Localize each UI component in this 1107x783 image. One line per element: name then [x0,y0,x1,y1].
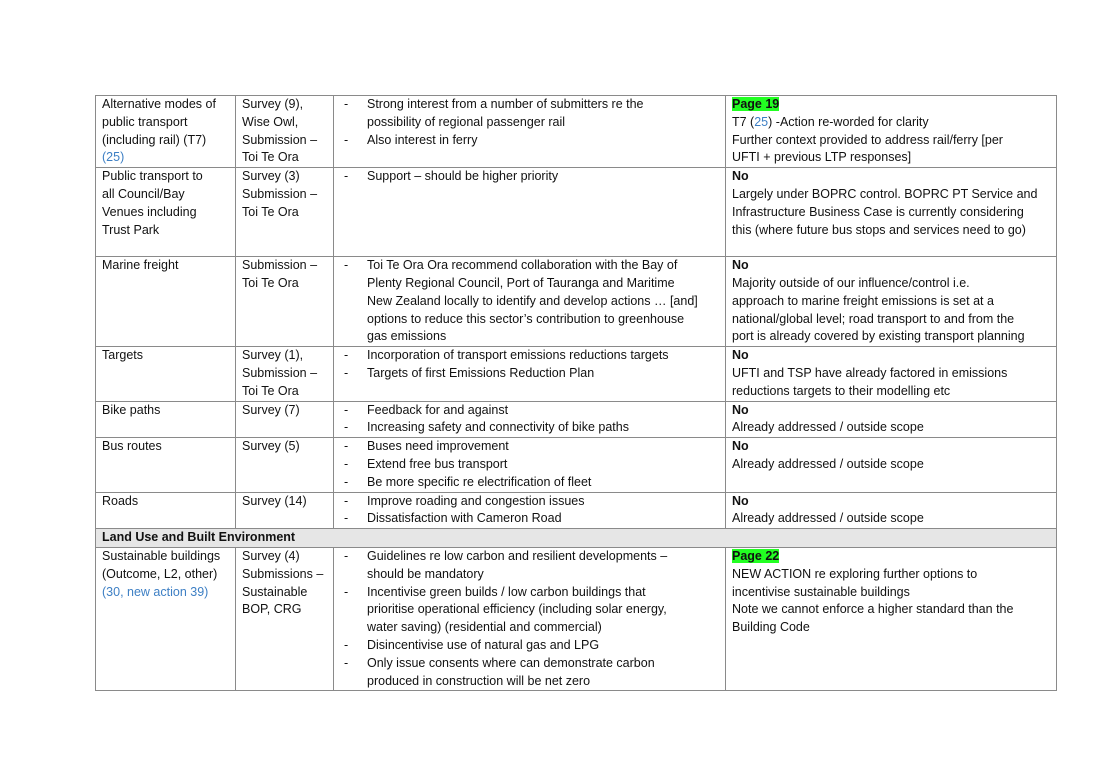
response-text: port is already covered by existing transport planning [732,329,1025,344]
feedback-point [340,132,719,150]
response-text: Note we cannot enforce a higher standard than the [732,602,1014,617]
topic-text: all Council/Bay [102,186,185,201]
source-text: Submission – [242,365,318,380]
response-text: Building Code [732,620,810,635]
feedback-point [340,474,719,492]
topic-text: Trust Park [102,222,160,237]
feedback-list [340,402,719,438]
topic-text: Sustainable buildings [102,548,221,563]
source-cell [236,438,334,492]
source-text: Survey (4) [242,548,300,563]
feedback-cell [334,401,726,438]
response-label-line [732,438,1050,456]
feedback-point [340,655,719,691]
feedback-cell [334,347,726,401]
feedback-point [340,493,719,511]
response-text: Already addressed / outside scope [732,456,924,471]
feedback-point [340,402,719,420]
response-cell [726,96,1057,168]
feedback-text: options to reduce this sector’s contribution to greenhouse [367,311,685,326]
topic-text: Marine freight [102,258,179,273]
topic-cell [96,257,236,347]
page-reference-label: Page 22 [732,548,780,563]
feedback-point [340,419,719,437]
table-row [96,96,1057,168]
table-row [96,547,1057,690]
response-label-line [732,493,1050,511]
response-text-part: T7 ( [732,114,755,129]
topic-text: Roads [102,493,139,508]
feedback-list [340,347,719,383]
response-cell [726,347,1057,401]
topic-text: Alternative modes of [102,97,216,111]
response-text: this (where future bus stops and services need to go) [732,222,1026,237]
source-text: Survey (9), [242,97,304,111]
feedback-point [340,438,719,456]
response-status: No [732,169,749,184]
response-cell [726,168,1057,257]
source-cell [236,401,334,438]
feedback-text: - Be more specific re electrification of fleet [367,474,592,489]
source-text: Toi Te Ora [242,204,299,219]
feedback-list [340,548,719,690]
feedback-cell [334,96,726,168]
response-cell [726,401,1057,438]
topic-cell [96,492,236,529]
source-cell [236,96,334,168]
action-reference: 25 [754,114,769,129]
feedback-list [340,493,719,529]
source-text: Toi Te Ora [242,275,299,290]
source-text: Submission – [242,258,318,273]
feedback-text: should be mandatory [367,566,484,581]
feedback-text: - Guidelines re low carbon and resilient developments – [367,548,668,563]
topic-text: (Outcome, L2, other) [102,566,218,581]
feedback-point [340,510,719,528]
response-status: No [732,258,749,273]
feedback-text: - Buses need improvement [367,439,509,454]
table-row [96,492,1057,529]
feedback-point [340,637,719,655]
table-row [96,168,1057,257]
feedback-cell [334,492,726,529]
source-cell [236,347,334,401]
response-text: approach to marine freight emissions is set at a [732,293,994,308]
response-label-line [732,347,1050,365]
feedback-text: - Disincentivise use of natural gas and LPG [367,637,600,652]
feedback-text: water saving) (residential and commercial) [367,620,602,635]
feedback-cell [334,438,726,492]
topic-cell [96,438,236,492]
feedback-point [340,347,719,365]
response-text: Already addressed / outside scope [732,420,924,435]
response-text: UFTI + previous LTP responses] [732,150,912,165]
source-text: Toi Te Ora [242,383,299,398]
source-cell [236,257,334,347]
source-text: Sustainable [242,584,308,599]
topic-cell [96,96,236,168]
response-label-line [732,96,1050,114]
source-text: Toi Te Ora [242,150,299,165]
source-text: Wise Owl, [242,114,299,129]
feedback-point [340,257,719,346]
topic-text: (including rail) (T7) [102,132,207,147]
feedback-text: - Toi Te Ora Ora recommend collaboration with the Bay of [367,258,678,273]
response-text: Further context provided to address rail/ferry [per [732,132,1003,147]
topic-text: Bus routes [102,439,162,454]
response-text: Infrastructure Business Case is currently considering [732,204,1024,219]
source-text: Submissions – [242,566,324,581]
feedback-text: - Extend free bus transport [367,456,508,471]
feedback-text: - Targets of first Emissions Reduction Plan [367,365,595,380]
source-cell [236,547,334,690]
source-text: Survey (7) [242,402,300,417]
source-text: Survey (14) [242,493,307,508]
feedback-text: Plenty Regional Council, Port of Tauranga and Maritime [367,275,675,290]
feedback-text: gas emissions [367,329,447,344]
topic-cell [96,547,236,690]
response-text: reductions targets to their modelling etc [732,383,951,398]
response-label-line [732,402,1050,420]
response-status: No [732,402,749,417]
response-text: UFTI and TSP have already factored in emissions [732,365,1008,380]
response-text [732,114,1050,132]
response-status: No [732,348,749,363]
feedback-text: produced in construction will be net zero [367,673,591,688]
feedback-text: - Strong interest from a number of submitters re the [367,97,644,111]
feedback-text: - Increasing safety and connectivity of bike paths [367,420,629,435]
feedback-point [340,365,719,383]
feedback-cell [334,257,726,347]
feedback-text: - Only issue consents where can demonstrate carbon [367,655,655,670]
source-text: Submission – [242,132,318,147]
table-row [96,438,1057,492]
topic-reference: (30, new action 39) [102,584,209,599]
feedback-list [340,168,719,186]
response-text: Already addressed / outside scope [732,511,924,526]
page-reference-label: Page 19 [732,97,780,111]
feedback-text: - Feedback for and against [367,402,509,417]
response-label-line [732,168,1050,186]
feedback-point [340,584,719,637]
response-text: NEW ACTION re exploring further options to [732,566,978,581]
topic-reference: (25) [102,150,125,165]
feedback-text: possibility of regional passenger rail [367,114,566,129]
feedback-text: - Incentivise green builds / low carbon buildings that [367,584,646,599]
source-text: Survey (3) [242,169,300,184]
response-cell [726,492,1057,529]
topic-text: Bike paths [102,402,161,417]
table-row [96,347,1057,401]
source-text: Survey (1), [242,348,304,363]
feedback-cell [334,547,726,690]
topic-cell [96,347,236,401]
topic-text: Public transport to [102,169,203,184]
feedback-point [340,548,719,584]
feedback-text: - Improve roading and congestion issues [367,493,585,508]
topic-cell [96,168,236,257]
feedback-text: prioritise operational efficiency (including solar energy, [367,602,667,617]
response-label-line [732,548,1050,566]
source-text: Survey (5) [242,439,300,454]
topic-cell [96,401,236,438]
feedback-point [340,96,719,132]
topic-text: public transport [102,114,188,129]
response-text-part: ) -Action re-worded for clarity [768,114,929,129]
table-body [96,96,1057,691]
feedback-cell [334,168,726,257]
response-cell [726,438,1057,492]
feedback-text: New Zealand locally to identify and develop actions … [and] [367,293,698,308]
response-text: national/global level; road transport to and from the [732,311,1015,326]
response-text: Largely under BOPRC control. BOPRC PT Service and [732,186,1038,201]
section-heading: Land Use and Built Environment [96,529,1057,548]
source-cell [236,168,334,257]
feedback-list [340,96,719,149]
feedback-point [340,456,719,474]
feedback-list [340,438,719,491]
source-cell [236,492,334,529]
source-text: Submission – [242,186,318,201]
response-text: Majority outside of our influence/control i.e. [732,275,970,290]
response-cell [726,547,1057,690]
source-text: BOP, CRG [242,602,302,617]
response-status: No [732,493,749,508]
topic-text: Targets [102,348,143,363]
feedback-text: - Support – should be higher priority [367,169,559,184]
response-cell [726,257,1057,347]
topic-text: Venues including [102,204,197,219]
feedback-text: - Incorporation of transport emissions reductions targets [367,348,669,363]
feedback-point [340,168,719,186]
feedback-list [340,257,719,346]
response-label-line [732,257,1050,275]
feedback-text: - Dissatisfaction with Cameron Road [367,511,562,526]
section-heading-row [96,529,1057,548]
response-status: No [732,439,749,454]
table-row [96,257,1057,347]
table-row [96,401,1057,438]
response-text: incentivise sustainable buildings [732,584,910,599]
feedback-table [95,95,1057,691]
feedback-text: - Also interest in ferry [367,132,478,147]
